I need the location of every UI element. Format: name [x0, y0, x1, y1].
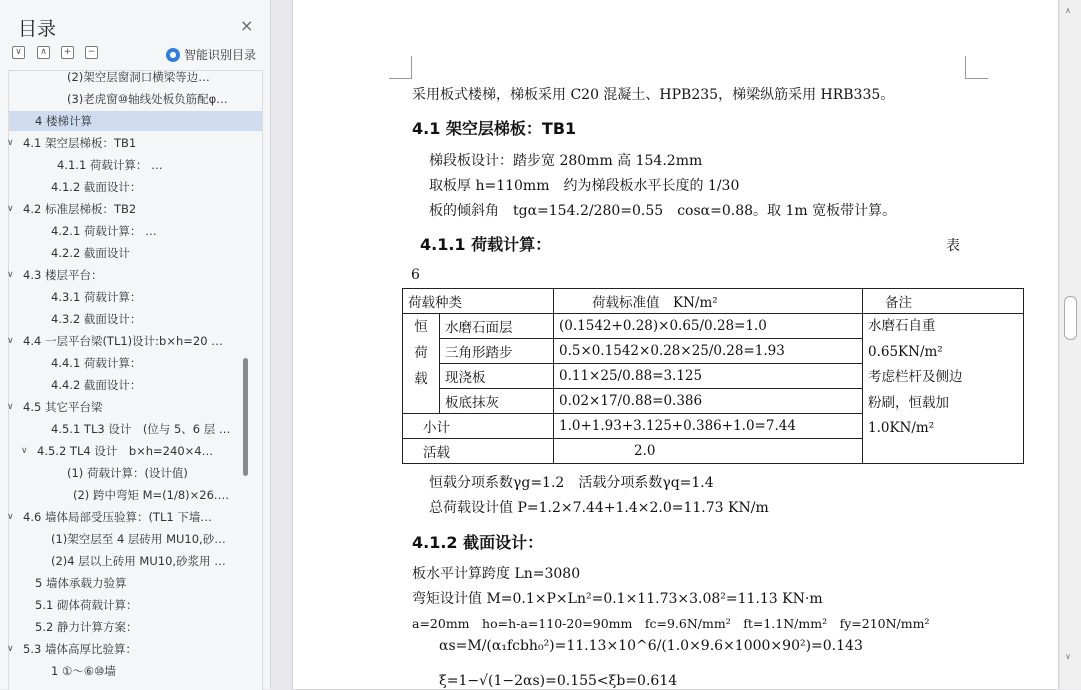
toc-item[interactable]: [9, 111, 262, 131]
table-header: 荷载标准值 KN/m²: [554, 289, 863, 314]
formula: αs=M/(α₁fcbh₀²)=11.13×10^6/(1.0×9.6×1000×90²)=0.143: [439, 638, 863, 654]
toc-item-label: 4.4.1 荷载计算：: [51, 356, 142, 370]
toc-list: [8, 70, 263, 690]
toc-item-label: 4.5.1 TL3 设计 (位与 5、6 层 …: [51, 422, 231, 436]
toc-item-label: 4.3 楼层平台：: [23, 268, 103, 282]
toc-item-label: (2)4 层以上砖用 MU10,砂浆用 …: [51, 554, 226, 568]
toc-item[interactable]: [9, 595, 262, 615]
table-cell: 水磨石面层: [440, 314, 554, 339]
toc-item[interactable]: [9, 551, 262, 571]
close-icon[interactable]: ×: [240, 16, 254, 35]
table-cell: 三角形踏步: [440, 339, 554, 364]
toc-item[interactable]: [9, 573, 262, 593]
toc-item-label: 5.1 砌体荷载计算：: [35, 598, 138, 612]
smart-toc-label: 智能识别目录: [184, 48, 257, 62]
chevron-down-icon[interactable]: ∨: [7, 512, 14, 522]
toc-item-label: 4.1.1 荷载计算： …: [57, 158, 163, 172]
toc-item-label: (1) 荷载计算：(设计值): [67, 466, 188, 480]
table-header: 荷载种类: [403, 289, 554, 314]
paragraph: 板的倾斜角 tgα=154.2/280=0.55 cosα=0.88。取 1m 宽板带计算。: [429, 203, 897, 219]
toc-item[interactable]: [9, 485, 262, 505]
table-cell: 1.0+1.93+3.125+0.386+1.0=7.44: [554, 414, 863, 439]
toc-item[interactable]: [9, 89, 262, 109]
toc-item-label: 4.2.2 截面设计: [51, 246, 130, 260]
toc-item-label: 4.4.2 截面设计：: [51, 378, 142, 392]
note-cell: 水磨石自重 0.65KN/m² 考虑栏杆及侧边 粉刷，恒载加 1.0KN/m²: [863, 314, 1024, 464]
toc-item[interactable]: [9, 243, 262, 263]
table-cell: 0.02×17/0.88=0.386: [554, 389, 863, 414]
toc-item-label: 4.6 墙体局部受压验算：(TL1 下墙…: [23, 510, 212, 524]
table-cell: 0.5×0.1542×0.28×25/0.28=1.93: [554, 339, 863, 364]
scroll-down-icon[interactable]: ∨: [1065, 652, 1071, 661]
toc-item[interactable]: [9, 133, 262, 153]
paragraph: 恒载分项系数γg=1.2 活载分项系数γq=1.4: [429, 475, 714, 491]
chevron-down-icon[interactable]: ∨: [21, 446, 28, 456]
heading-4-1: 4.1 架空层梯板：TB1: [412, 119, 577, 138]
toc-item[interactable]: [9, 353, 262, 373]
toc-item-label: 5.3 墙体高厚比验算：: [23, 642, 137, 656]
paragraph: 梯段板设计：踏步宽 280mm 高 154.2mm: [429, 153, 703, 169]
toc-item[interactable]: [9, 221, 262, 241]
toc-item[interactable]: [9, 287, 262, 307]
toc-item-label: (3)老虎窗⑩轴线处板负筋配φ…: [67, 92, 228, 106]
paragraph: 板水平计算跨度 Ln=3080: [412, 566, 581, 582]
toc-item-label: 4.3.1 荷载计算：: [51, 290, 142, 304]
toc-item-label: 4.1 架空层梯板：TB1: [23, 136, 137, 150]
table-cell: 0.11×25/0.88=3.125: [554, 364, 863, 389]
toc-item[interactable]: [9, 463, 262, 483]
scroll-thumb[interactable]: [1064, 296, 1077, 340]
toc-item[interactable]: [9, 199, 262, 219]
toc-item[interactable]: [9, 419, 262, 439]
toc-item-label: 4.5.2 TL4 设计 b×h=240×4…: [37, 444, 214, 458]
margin-mark: [389, 56, 412, 79]
toc-item[interactable]: [9, 617, 262, 637]
chevron-down-icon[interactable]: ∨: [7, 204, 14, 214]
table-cell: 活载: [403, 439, 554, 464]
toc-item[interactable]: [9, 331, 262, 351]
smart-toc-icon: ●: [166, 48, 180, 62]
toc-item[interactable]: [9, 441, 262, 461]
toc-item[interactable]: [9, 529, 262, 549]
chevron-down-icon[interactable]: ∨: [7, 270, 14, 280]
document-scrollbar[interactable]: [1060, 0, 1081, 689]
margin-mark: [965, 56, 988, 79]
toc-item[interactable]: [9, 177, 262, 197]
table-header: 备注: [863, 289, 1024, 314]
toc-item-label: 4.5 其它平台梁: [23, 400, 103, 414]
table-row: [403, 314, 1024, 339]
paragraph: 采用板式楼梯，梯板采用 C20 混凝土、HPB235，梯梁纵筋采用 HRB335。: [412, 87, 895, 103]
expand-all-icon[interactable]: ∨: [12, 46, 25, 59]
toc-item[interactable]: [9, 309, 262, 329]
dead-load-label: 恒 荷 载: [403, 314, 440, 414]
heading-4-1-2: 4.1.2 截面设计：: [412, 533, 544, 552]
paragraph: a=20mm ho=h-a=110-20=90mm fc=9.6N/mm² ft=1.1N/mm² fy=210N/mm²: [412, 616, 930, 631]
collapse-all-icon[interactable]: ∧: [37, 46, 50, 59]
smart-toc-button[interactable]: [166, 46, 256, 63]
toc-item[interactable]: [9, 507, 262, 527]
table-cell: 板底抹灰: [440, 389, 554, 414]
toc-item-label: 4.2.1 荷载计算： …: [51, 224, 157, 238]
toc-item[interactable]: [9, 397, 262, 417]
load-table: [402, 288, 1024, 464]
toc-item[interactable]: [9, 661, 262, 681]
toc-item-label: 4 楼梯计算: [35, 114, 92, 128]
toc-item-label: 4.1.2 截面设计：: [51, 180, 142, 194]
chevron-down-icon[interactable]: ∨: [7, 644, 14, 654]
paragraph: 总荷载设计值 P=1.2×7.44+1.4×2.0=11.73 KN/m: [429, 500, 769, 516]
toc-sidebar: [0, 0, 271, 689]
sidebar-scrollbar[interactable]: [243, 358, 248, 476]
chevron-down-icon[interactable]: ∨: [7, 138, 14, 148]
remove-heading-icon[interactable]: −: [85, 46, 98, 59]
toc-item[interactable]: [9, 67, 262, 87]
toc-item-label: 4.2 标准层梯板：TB2: [23, 202, 137, 216]
table-caption: 6: [411, 267, 420, 283]
toc-item-label: 4.4 一层平台梁(TL1)设计:b×h=20 …: [23, 334, 223, 348]
add-heading-icon[interactable]: +: [61, 46, 74, 59]
table-caption: 表: [946, 238, 960, 254]
formula: ξ=1−√(1−2αs)=0.155<ξb=0.614: [439, 673, 678, 689]
table-cell: 2.0: [554, 439, 863, 464]
chevron-down-icon[interactable]: ∨: [7, 402, 14, 412]
paragraph: 弯矩设计值 M=0.1×P×Ln²=0.1×11.73×3.08²=11.13 KN·m: [412, 591, 823, 607]
table-cell: 现浇板: [440, 364, 554, 389]
heading-4-1-1: 4.1.1 荷载计算：: [420, 235, 552, 254]
toc-item-label: 5 墙体承载力验算: [35, 576, 127, 590]
toc-item-label: 1 ①～⑥⑩墙: [51, 664, 116, 678]
toc-item-label: 5.2 静力计算方案：: [35, 620, 138, 634]
toc-item[interactable]: [9, 375, 262, 395]
sidebar-title: 目录: [18, 18, 57, 40]
toc-item-label: (2) 跨中弯矩 M=(1/8)×26.…: [73, 488, 230, 502]
table-cell: (0.1542+0.28)×0.65/0.28=1.0: [554, 314, 863, 339]
toc-item[interactable]: [9, 639, 262, 659]
toc-item-label: 4.3.2 截面设计：: [51, 312, 142, 326]
table-cell: 小计: [403, 414, 554, 439]
table-row: [403, 289, 1024, 314]
toc-item[interactable]: [9, 155, 262, 175]
chevron-down-icon[interactable]: ∨: [7, 336, 14, 346]
paragraph: 取板厚 h=110mm 约为梯段板水平长度的 1/30: [429, 178, 740, 194]
toc-item-label: (1)架空层至 4 层砖用 MU10,砂…: [51, 532, 226, 546]
scroll-up-icon[interactable]: ∧: [1065, 6, 1071, 15]
toc-item-label: (2)架空层窗洞口横梁等边…: [67, 70, 210, 84]
toc-item[interactable]: [9, 265, 262, 285]
